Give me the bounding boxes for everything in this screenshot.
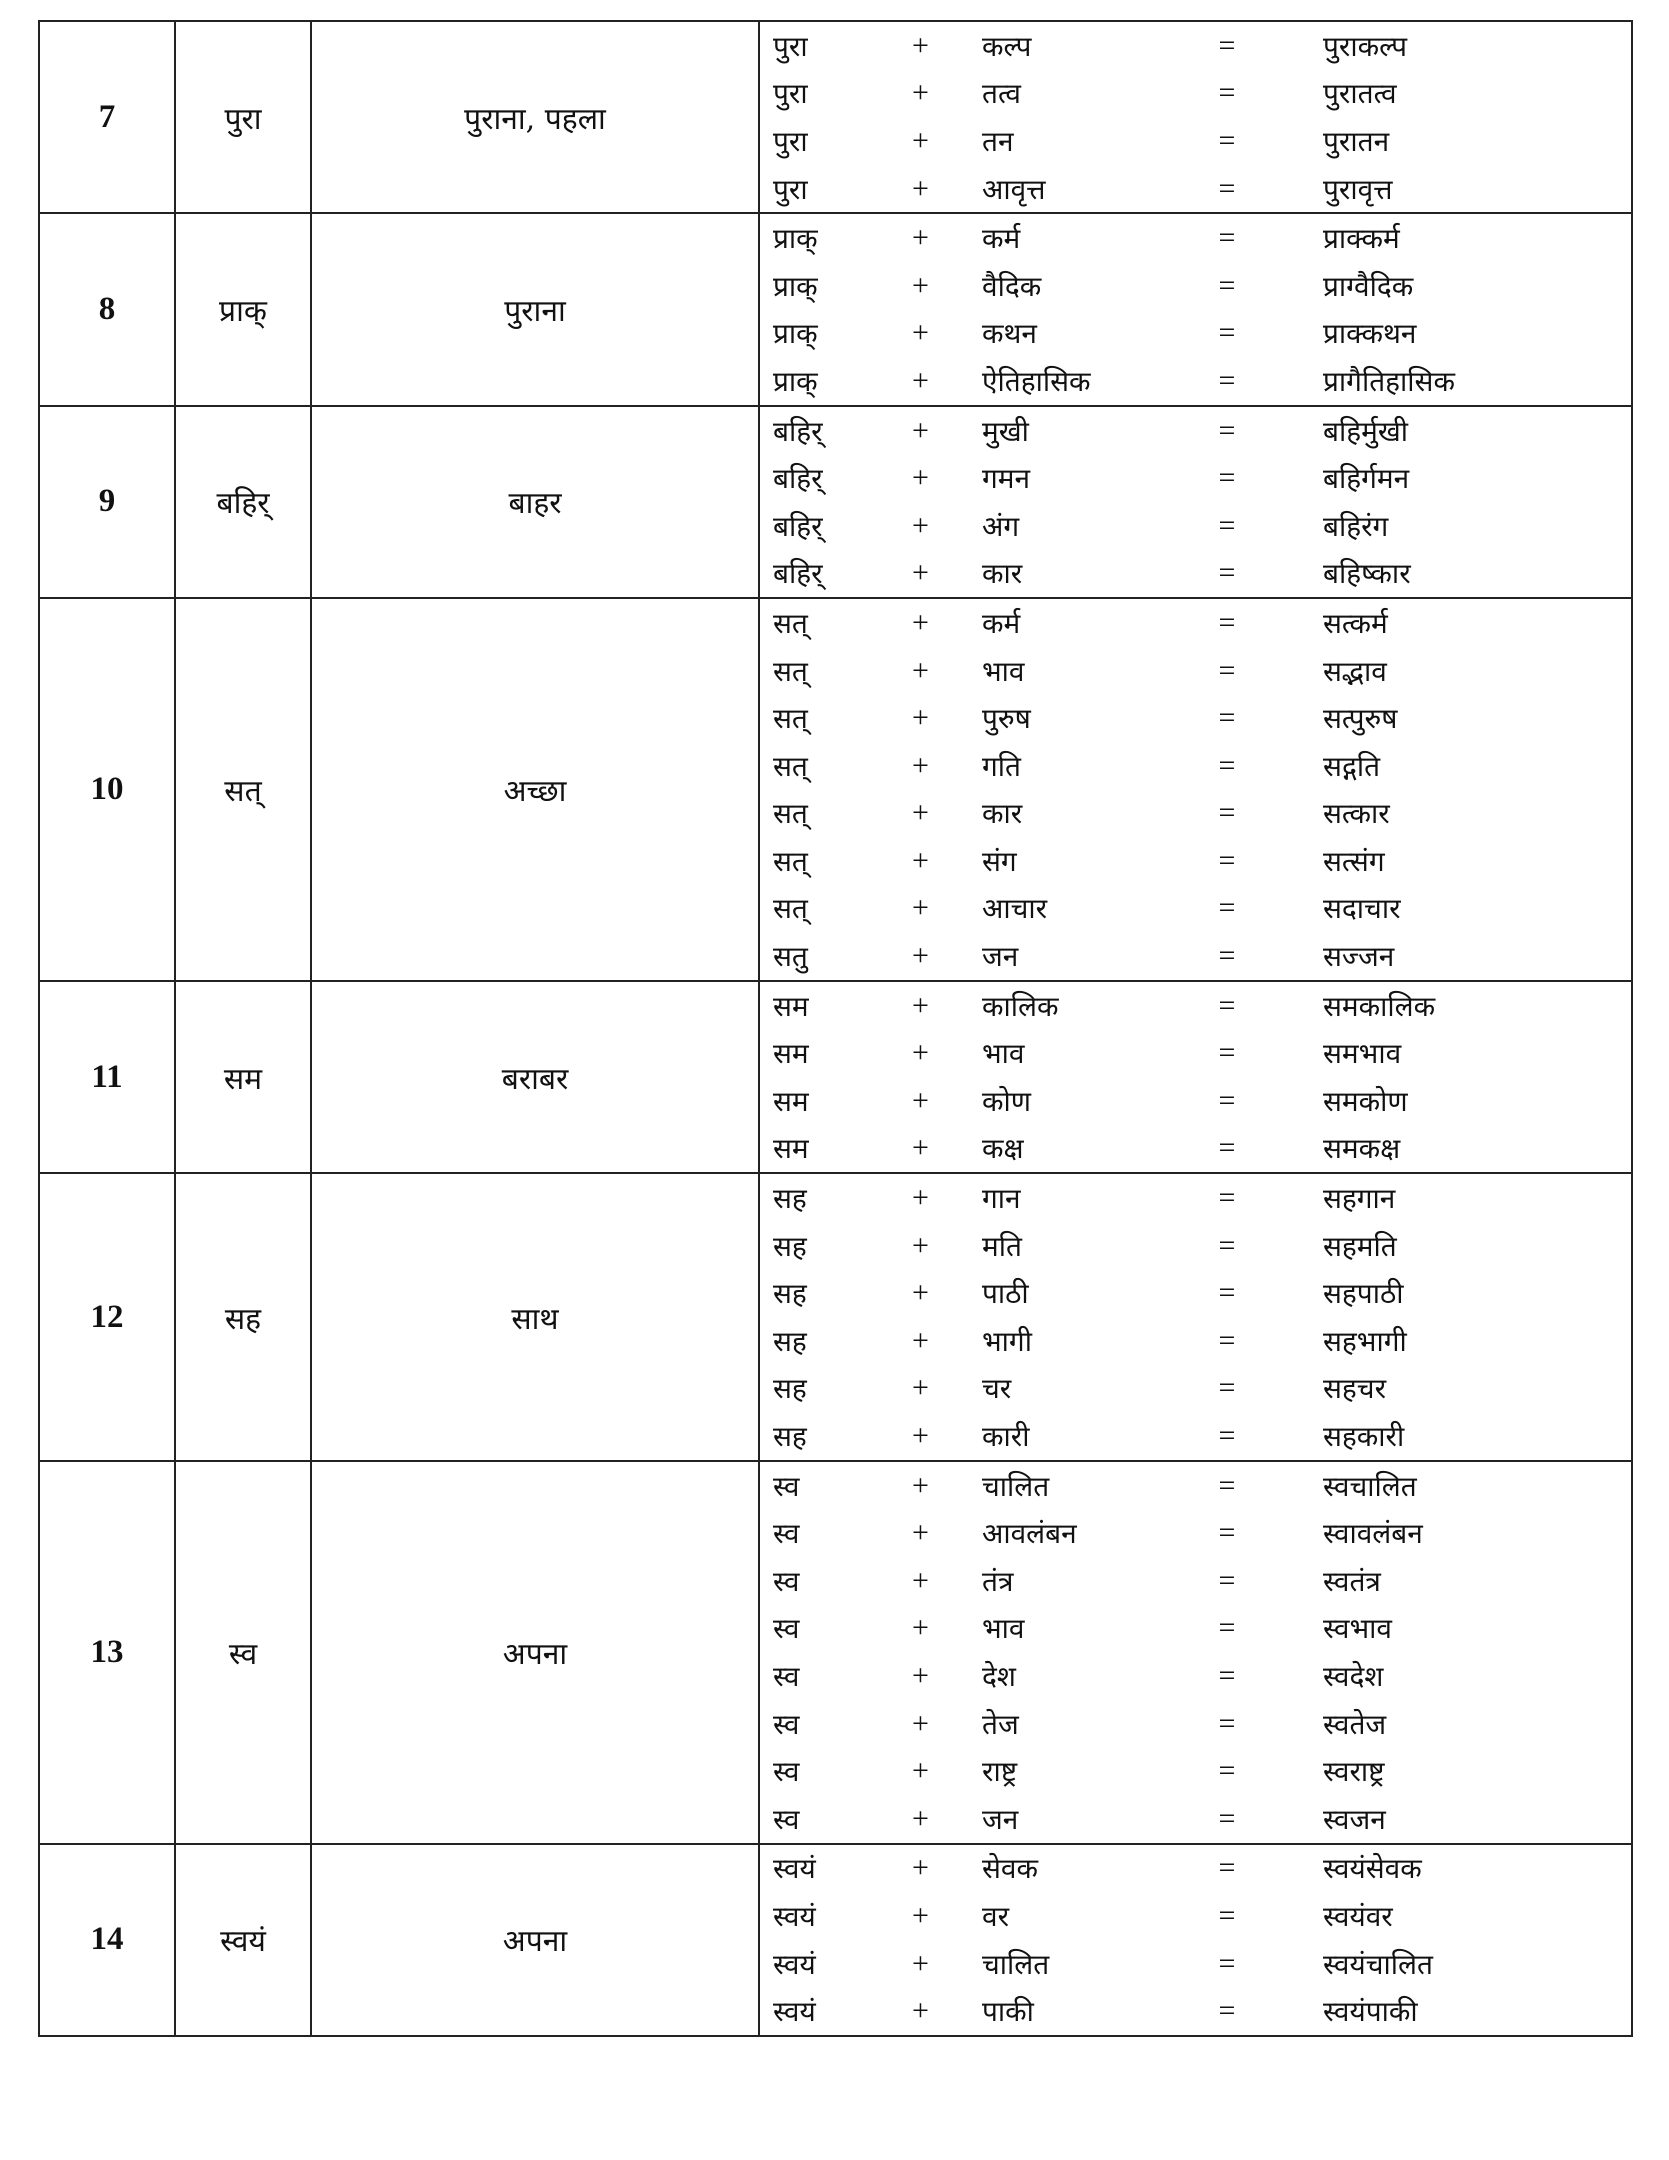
equals-sign: = — [1218, 796, 1236, 830]
example-prefix: सह — [773, 1372, 807, 1406]
example-root: कार — [982, 557, 1023, 591]
plus-sign: + — [912, 76, 929, 110]
example-result: पुरातत्व — [1323, 77, 1397, 111]
plus-sign: + — [912, 1323, 929, 1357]
prefix: स्व — [175, 1461, 311, 1844]
example-root: गति — [982, 749, 1021, 783]
example-root: कालिक — [982, 989, 1059, 1023]
equals-sign: = — [1218, 1801, 1236, 1835]
example-prefix: सह — [773, 1277, 807, 1311]
table-row — [39, 406, 1632, 598]
prefix: प्राक् — [175, 213, 311, 405]
example-root: भाव — [982, 1612, 1025, 1646]
plus-sign: + — [912, 1371, 929, 1405]
row-number: 7 — [39, 21, 175, 213]
example-root: अंग — [982, 509, 1020, 543]
examples-cell — [759, 406, 1632, 598]
plus-sign: + — [912, 556, 929, 590]
equals-sign: = — [1218, 1419, 1236, 1453]
example-prefix: सम — [773, 1132, 809, 1166]
example-prefix: पुरा — [773, 29, 808, 63]
plus-sign: + — [912, 1658, 929, 1692]
example-result: समकोण — [1323, 1084, 1408, 1118]
plus-sign: + — [912, 891, 929, 925]
example-root: आवलंबन — [982, 1517, 1077, 1551]
examples-cell — [759, 981, 1632, 1173]
plus-sign: + — [912, 653, 929, 687]
plus-sign: + — [912, 123, 929, 157]
equals-sign: = — [1218, 1898, 1236, 1932]
example-line — [760, 1892, 1631, 1940]
example-prefix: स्व — [773, 1517, 800, 1551]
equals-sign: = — [1218, 891, 1236, 925]
plus-sign: + — [912, 1083, 929, 1117]
example-prefix: बहिर् — [773, 509, 823, 543]
example-result: समकालिक — [1323, 989, 1436, 1023]
meaning: साथ — [311, 1173, 759, 1461]
example-line — [760, 1605, 1631, 1653]
example-line — [760, 742, 1631, 790]
plus-sign: + — [912, 268, 929, 302]
meaning: पुराना — [311, 213, 759, 405]
equals-sign: = — [1218, 508, 1236, 542]
example-result: सत्पुरुष — [1323, 702, 1398, 736]
meaning: अपना — [311, 1461, 759, 1844]
example-result: बहिर्गमन — [1323, 462, 1410, 496]
prefix: सम — [175, 981, 311, 1173]
example-result: सहचर — [1323, 1372, 1387, 1406]
equals-sign: = — [1218, 556, 1236, 590]
example-result: सत्कर्म — [1323, 606, 1388, 640]
equals-sign: = — [1218, 461, 1236, 495]
example-result: समकक्ष — [1323, 1132, 1401, 1166]
example-line — [760, 1987, 1631, 2035]
example-line — [760, 1269, 1631, 1317]
example-root: वर — [982, 1899, 1010, 1933]
table-body — [39, 21, 1632, 2036]
example-root: तेज — [982, 1707, 1019, 1741]
example-prefix: बहिर् — [773, 462, 823, 496]
example-line — [760, 262, 1631, 310]
examples-cell — [759, 1173, 1632, 1461]
example-root: मुखी — [982, 414, 1029, 448]
plus-sign: + — [912, 1036, 929, 1070]
example-line — [760, 885, 1631, 933]
example-line — [760, 454, 1631, 502]
plus-sign: + — [912, 796, 929, 830]
equals-sign: = — [1218, 316, 1236, 350]
table-row — [39, 21, 1632, 213]
example-root: कर्म — [982, 222, 1021, 256]
equals-sign: = — [1218, 1468, 1236, 1502]
example-result: बहिष्कार — [1323, 557, 1411, 591]
example-line — [760, 1462, 1631, 1510]
example-line — [760, 550, 1631, 598]
example-result: सहगान — [1323, 1182, 1396, 1216]
example-result: सत्कार — [1323, 797, 1390, 831]
table-row — [39, 981, 1632, 1173]
plus-sign: + — [912, 1754, 929, 1788]
plus-sign: + — [912, 939, 929, 973]
example-root: तंत्र — [982, 1564, 1014, 1598]
equals-sign: = — [1218, 1658, 1236, 1692]
example-root: कथन — [982, 317, 1037, 351]
example-prefix: पुरा — [773, 77, 808, 111]
equals-sign: = — [1218, 843, 1236, 877]
example-root: चालित — [982, 1947, 1050, 1981]
example-prefix: सतु — [773, 940, 808, 974]
plus-sign: + — [912, 1563, 929, 1597]
plus-sign: + — [912, 508, 929, 542]
prefix-table — [38, 20, 1633, 2037]
plus-sign: + — [912, 1228, 929, 1262]
example-prefix: प्राक् — [773, 269, 818, 303]
example-result: पुराकल्प — [1323, 29, 1408, 63]
example-result: सद्गति — [1323, 749, 1381, 783]
row-number: 9 — [39, 406, 175, 598]
example-root: भाव — [982, 654, 1025, 688]
example-prefix: पुरा — [773, 172, 808, 206]
example-line — [760, 982, 1631, 1030]
example-prefix: सम — [773, 1037, 809, 1071]
example-line — [760, 22, 1631, 70]
example-root: सेवक — [982, 1852, 1039, 1886]
prefix: सत् — [175, 598, 311, 981]
example-line — [760, 165, 1631, 213]
example-line — [760, 932, 1631, 980]
example-prefix: स्वयं — [773, 1899, 816, 1933]
example-root: चर — [982, 1372, 1012, 1406]
example-line — [760, 357, 1631, 405]
example-prefix: सह — [773, 1420, 807, 1454]
example-result: सदाचार — [1323, 892, 1401, 926]
examples-cell — [759, 598, 1632, 981]
example-line — [760, 214, 1631, 262]
equals-sign: = — [1218, 268, 1236, 302]
example-prefix: सह — [773, 1182, 807, 1216]
example-prefix: सम — [773, 1084, 809, 1118]
row-number: 13 — [39, 1461, 175, 1844]
example-root: राष्ट्र — [982, 1755, 1018, 1789]
table-row — [39, 598, 1632, 981]
example-line — [760, 1077, 1631, 1125]
row-number: 11 — [39, 981, 175, 1173]
plus-sign: + — [912, 1181, 929, 1215]
example-line — [760, 310, 1631, 358]
equals-sign: = — [1218, 1323, 1236, 1357]
example-root: कक्ष — [982, 1132, 1024, 1166]
meaning: बाहर — [311, 406, 759, 598]
example-prefix: स्व — [773, 1755, 800, 1789]
prefix: बहिर् — [175, 406, 311, 598]
example-prefix: बहिर् — [773, 557, 823, 591]
example-line — [760, 1509, 1631, 1557]
example-prefix: बहिर् — [773, 414, 823, 448]
example-result: स्वदेश — [1323, 1659, 1384, 1693]
example-result: सहकारी — [1323, 1420, 1405, 1454]
equals-sign: = — [1218, 1371, 1236, 1405]
equals-sign: = — [1218, 748, 1236, 782]
equals-sign: = — [1218, 1851, 1236, 1885]
equals-sign: = — [1218, 1083, 1236, 1117]
plus-sign: + — [912, 363, 929, 397]
example-line — [760, 1845, 1631, 1893]
example-line — [760, 117, 1631, 165]
row-number: 10 — [39, 598, 175, 981]
example-line — [760, 694, 1631, 742]
example-prefix: सत् — [773, 606, 808, 640]
equals-sign: = — [1218, 1706, 1236, 1740]
example-root: कर्म — [982, 606, 1021, 640]
example-root: कल्प — [982, 29, 1032, 63]
equals-sign: = — [1218, 76, 1236, 110]
table-row — [39, 1173, 1632, 1461]
example-result: स्वभाव — [1323, 1612, 1392, 1646]
meaning: अच्छा — [311, 598, 759, 981]
plus-sign: + — [912, 1276, 929, 1310]
prefix: पुरा — [175, 21, 311, 213]
equals-sign: = — [1218, 1994, 1236, 2028]
example-line — [760, 1222, 1631, 1270]
row-number: 14 — [39, 1844, 175, 2036]
equals-sign: = — [1218, 701, 1236, 735]
plus-sign: + — [912, 1801, 929, 1835]
example-line — [760, 1029, 1631, 1077]
example-prefix: स्व — [773, 1469, 800, 1503]
plus-sign: + — [912, 748, 929, 782]
example-root: गमन — [982, 462, 1031, 496]
example-root: कार — [982, 797, 1023, 831]
example-line — [760, 1795, 1631, 1843]
example-prefix: स्वयं — [773, 1852, 816, 1886]
example-result: स्वतंत्र — [1323, 1564, 1381, 1598]
equals-sign: = — [1218, 1754, 1236, 1788]
table-row — [39, 213, 1632, 405]
example-prefix: सत् — [773, 654, 808, 688]
equals-sign: = — [1218, 605, 1236, 639]
example-prefix: प्राक् — [773, 222, 818, 256]
example-result: प्राग्वैदिक — [1323, 269, 1414, 303]
example-prefix: सह — [773, 1229, 807, 1263]
example-line — [760, 647, 1631, 695]
example-line — [760, 407, 1631, 455]
example-result: सत्संग — [1323, 844, 1385, 878]
example-line — [760, 1940, 1631, 1988]
example-result: सज्जन — [1323, 940, 1395, 974]
example-root: पाकी — [982, 1995, 1034, 2029]
equals-sign: = — [1218, 363, 1236, 397]
example-root: वैदिक — [982, 269, 1042, 303]
plus-sign: + — [912, 1419, 929, 1453]
examples-cell — [759, 1461, 1632, 1844]
example-result: स्वतेज — [1323, 1707, 1387, 1741]
example-line — [760, 1365, 1631, 1413]
examples-cell — [759, 1844, 1632, 2036]
example-result: बहिरंग — [1323, 509, 1389, 543]
plus-sign: + — [912, 316, 929, 350]
equals-sign: = — [1218, 653, 1236, 687]
example-prefix: स्व — [773, 1612, 800, 1646]
example-result: स्वावलंबन — [1323, 1517, 1423, 1551]
prefix: स्वयं — [175, 1844, 311, 2036]
example-result: स्वयंपाकी — [1323, 1995, 1418, 2029]
example-root: तत्व — [982, 77, 1021, 111]
plus-sign: + — [912, 461, 929, 495]
example-root: भाव — [982, 1037, 1025, 1071]
plus-sign: + — [912, 221, 929, 255]
example-result: सहपाठी — [1323, 1277, 1404, 1311]
equals-sign: = — [1218, 1563, 1236, 1597]
plus-sign: + — [912, 1611, 929, 1645]
example-result: सद्भाव — [1323, 654, 1387, 688]
example-root: पाठी — [982, 1277, 1029, 1311]
example-prefix: पुरा — [773, 124, 808, 158]
plus-sign: + — [912, 1898, 929, 1932]
plus-sign: + — [912, 1468, 929, 1502]
example-root: गान — [982, 1182, 1021, 1216]
example-line — [760, 502, 1631, 550]
example-result: प्राक्कथन — [1323, 317, 1417, 351]
example-line — [760, 1125, 1631, 1173]
example-result: सहमति — [1323, 1229, 1397, 1263]
meaning: बराबर — [311, 981, 759, 1173]
equals-sign: = — [1218, 1228, 1236, 1262]
equals-sign: = — [1218, 1611, 1236, 1645]
example-result: स्वराष्ट्र — [1323, 1755, 1385, 1789]
plus-sign: + — [912, 843, 929, 877]
plus-sign: + — [912, 28, 929, 62]
table-row — [39, 1461, 1632, 1844]
equals-sign: = — [1218, 221, 1236, 255]
plus-sign: + — [912, 1946, 929, 1980]
example-line — [760, 1652, 1631, 1700]
example-prefix: स्व — [773, 1659, 800, 1693]
equals-sign: = — [1218, 1276, 1236, 1310]
example-root: चालित — [982, 1469, 1050, 1503]
example-result: समभाव — [1323, 1037, 1402, 1071]
example-prefix: स्व — [773, 1707, 800, 1741]
example-line — [760, 790, 1631, 838]
example-root: जन — [982, 1802, 1019, 1836]
example-prefix: सत् — [773, 892, 808, 926]
equals-sign: = — [1218, 28, 1236, 62]
example-root: कोण — [982, 1084, 1032, 1118]
example-result: सहभागी — [1323, 1324, 1407, 1358]
example-root: देश — [982, 1659, 1016, 1693]
row-number: 12 — [39, 1173, 175, 1461]
example-prefix: सत् — [773, 797, 808, 831]
example-root: जन — [982, 940, 1019, 974]
prefix: सह — [175, 1173, 311, 1461]
example-prefix: सत् — [773, 844, 808, 878]
example-result: स्वजन — [1323, 1802, 1386, 1836]
equals-sign: = — [1218, 1131, 1236, 1165]
example-line — [760, 599, 1631, 647]
meaning: अपना — [311, 1844, 759, 2036]
example-line — [760, 837, 1631, 885]
example-result: स्वयंवर — [1323, 1899, 1393, 1933]
example-result: स्वचालित — [1323, 1469, 1417, 1503]
example-root: कारी — [982, 1420, 1030, 1454]
example-prefix: प्राक् — [773, 317, 818, 351]
example-root: भागी — [982, 1324, 1032, 1358]
example-prefix: सह — [773, 1324, 807, 1358]
example-root: तन — [982, 124, 1014, 158]
example-line — [760, 1747, 1631, 1795]
example-result: पुरातन — [1323, 124, 1390, 158]
example-result: स्वयंसेवक — [1323, 1852, 1422, 1886]
example-result: स्वयंचालित — [1323, 1947, 1433, 1981]
examples-cell — [759, 213, 1632, 405]
example-prefix: सम — [773, 989, 809, 1023]
equals-sign: = — [1218, 988, 1236, 1022]
equals-sign: = — [1218, 1946, 1236, 1980]
equals-sign: = — [1218, 1181, 1236, 1215]
plus-sign: + — [912, 171, 929, 205]
examples-cell — [759, 21, 1632, 213]
plus-sign: + — [912, 1706, 929, 1740]
example-line — [760, 1700, 1631, 1748]
example-line — [760, 1317, 1631, 1365]
plus-sign: + — [912, 605, 929, 639]
example-prefix: सत् — [773, 702, 808, 736]
equals-sign: = — [1218, 1036, 1236, 1070]
equals-sign: = — [1218, 1516, 1236, 1550]
plus-sign: + — [912, 413, 929, 447]
example-result: पुरावृत्त — [1323, 172, 1393, 206]
plus-sign: + — [912, 1516, 929, 1550]
example-root: संग — [982, 844, 1017, 878]
example-prefix: स्व — [773, 1802, 800, 1836]
equals-sign: = — [1218, 123, 1236, 157]
example-result: प्राक्कर्म — [1323, 222, 1400, 256]
example-root: पुरुष — [982, 702, 1031, 736]
meaning: पुराना, पहला — [311, 21, 759, 213]
example-root: आवृत्त — [982, 172, 1046, 206]
example-prefix: स्वयं — [773, 1947, 816, 1981]
row-number: 8 — [39, 213, 175, 405]
example-result: बहिर्मुखी — [1323, 414, 1409, 448]
example-result: प्रागैतिहासिक — [1323, 364, 1455, 398]
equals-sign: = — [1218, 413, 1236, 447]
plus-sign: + — [912, 1851, 929, 1885]
example-prefix: प्राक् — [773, 364, 818, 398]
plus-sign: + — [912, 1131, 929, 1165]
example-line — [760, 1412, 1631, 1460]
example-line — [760, 1557, 1631, 1605]
example-prefix: स्वयं — [773, 1995, 816, 2029]
plus-sign: + — [912, 701, 929, 735]
equals-sign: = — [1218, 939, 1236, 973]
example-prefix: सत् — [773, 749, 808, 783]
example-line — [760, 70, 1631, 118]
example-root: आचार — [982, 892, 1048, 926]
example-prefix: स्व — [773, 1564, 800, 1598]
equals-sign: = — [1218, 171, 1236, 205]
plus-sign: + — [912, 988, 929, 1022]
example-root: ऐतिहासिक — [982, 364, 1091, 398]
table-row — [39, 1844, 1632, 2036]
example-line — [760, 1174, 1631, 1222]
plus-sign: + — [912, 1994, 929, 2028]
example-root: मति — [982, 1229, 1022, 1263]
